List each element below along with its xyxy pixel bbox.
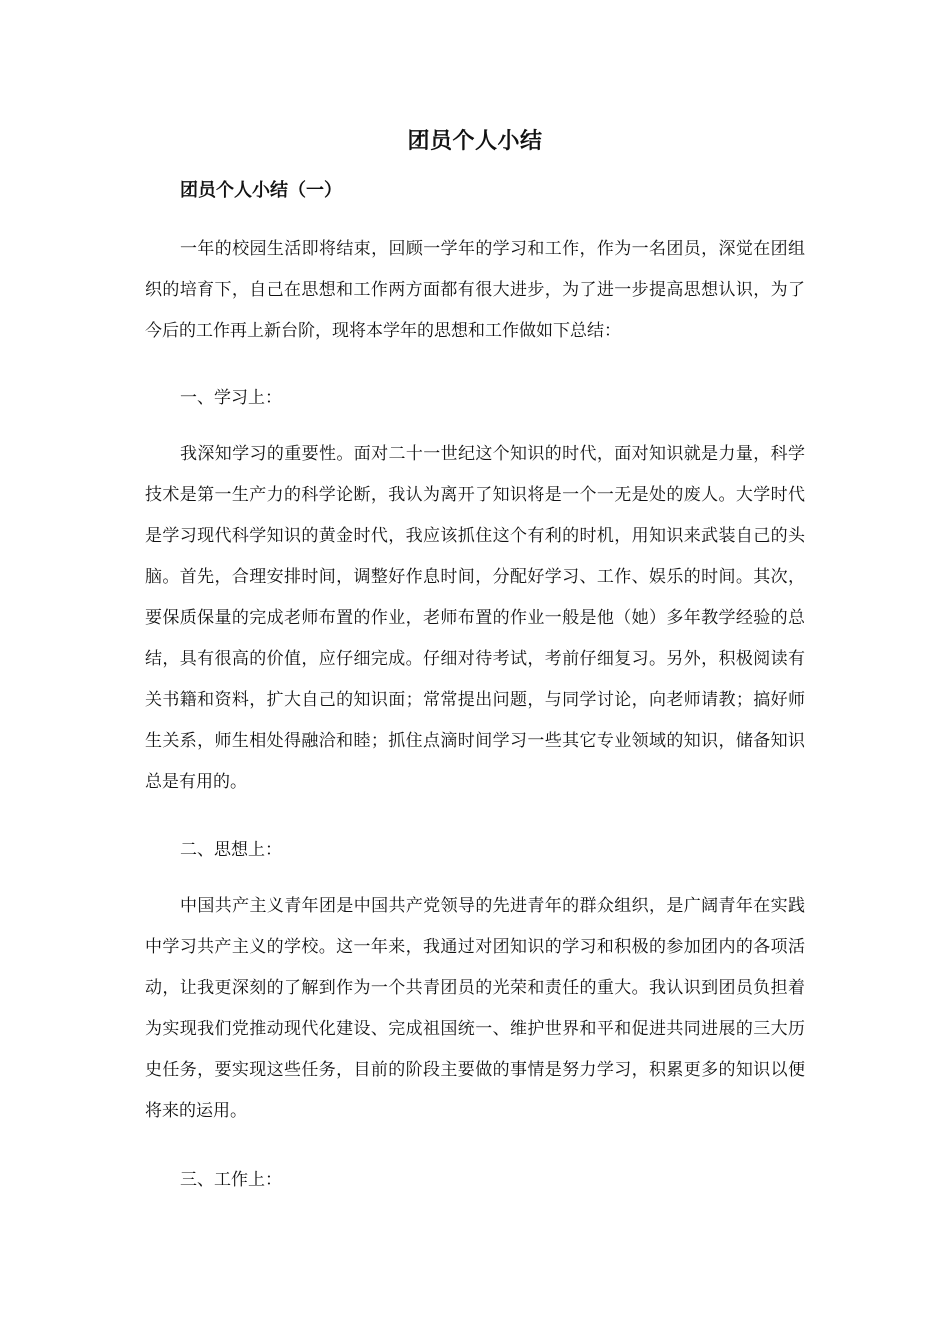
section-heading-work: 三、工作上： bbox=[180, 1170, 282, 1190]
section-heading-study: 一、学习上： bbox=[180, 388, 282, 408]
intro-paragraph: 一年的校园生活即将结束，回顾一学年的学习和工作，作为一名团员，深觉在团组织的培育下，自己在思想和工作两方面都有很大进步，为了进一步提高思想认识，为了今后的工作再上新台阶，现将本学年的思想和工作做如下总结： bbox=[145, 239, 805, 341]
section-body-study: 我深知学习的重要性。面对二十一世纪这个知识的时代，面对知识就是力量，科学技术是第一生产力的科学论断，我认为离开了知识将是一个一无是处的废人。大学时代是学习现代科学知识的黄金时代，我应该抓住这个有利的时机，用知识来武装自己的头脑。首先，合理安排时间，调整好作息时间，分配好学习、工作、娱乐的时间。其次，要保质保量的完成老师布置的作业，老师布置的作业一般是他（她）多年教学经验的总结，具有很高的价值，应仔细完成。仔细对待考试，考前仔细复习。另外，积极阅读有关书籍和资料，扩大自己的知识面；常常提出问题，与同学讨论，向老师请教；搞好师生关系，师生相处得融洽和睦；抓住点滴时间学习一些其它专业领域的知识，储备知识总是有用的。 bbox=[145, 444, 805, 792]
section-heading-thought: 二、思想上： bbox=[180, 840, 282, 860]
section-body-thought: 中国共产主义青年团是中国共产党领导的先进青年的群众组织，是广阔青年在实践中学习共产主义的学校。这一年来，我通过对团知识的学习和积极的参加团内的各项活动，让我更深刻的了解到作为一个共青团员的光荣和责任的重大。我认识到团员负担着为实现我们党推动现代化建设、完成祖国统一、维护世界和平和促进共同进展的三大历史任务，要实现这些任务，目前的阶段主要做的事情是努力学习，积累更多的知识以便将来的运用。 bbox=[145, 896, 805, 1121]
document-title: 团员个人小结 bbox=[407, 129, 543, 154]
document-subtitle: 团员个人小结（一） bbox=[180, 180, 342, 201]
